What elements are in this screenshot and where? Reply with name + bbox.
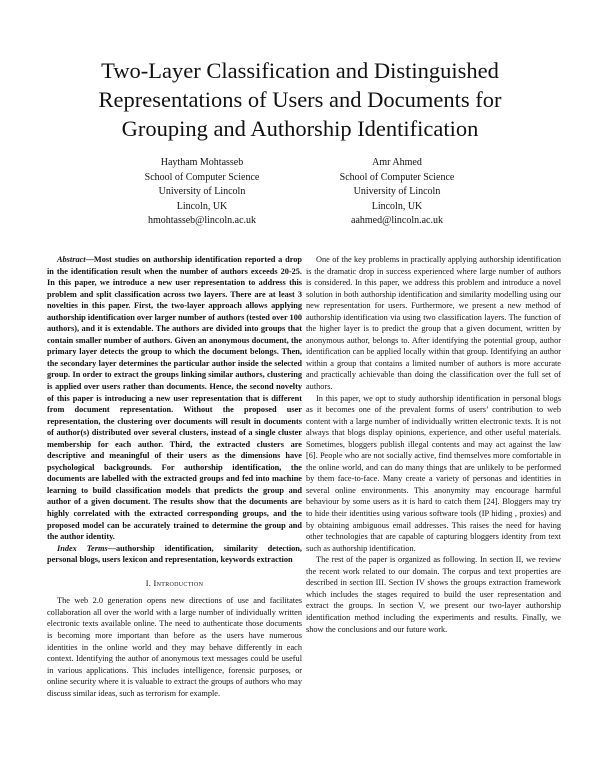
author-name: Haytham Mohtasseb bbox=[160, 157, 244, 168]
paper-title bbox=[40, 56, 560, 143]
section-number: I. bbox=[145, 578, 152, 588]
author-department: School of Computer Science bbox=[339, 171, 455, 183]
abstract-label: Abstract bbox=[57, 255, 86, 264]
abstract-text: —Most studies on authorship identification reported a drop in the identification result when the number of authors exceeds 20-25. In this paper, we introduce a new user representation to address this problem and split classification across two layers. There are at least 3 novelties in this paper. First, the two-layer approach allows applying authorship identification over larger number of authors (tested over 100 authors), and it is extendable. The authors are divided into groups that contain smaller number of authors. Given an anonymous document, the primary layer detects the group to which the document belongs. Then, the secondary layer determines the particular author inside the selected group. In order to extract the groups linking similar authors, clustering is applied over users rather than documents. Hence, the second novelty of this paper is introducing a new user representation that is different from document representation. Without the proposed user representation, the clustering over documents will result in documents of author(s) distributed over several clusters, instead of a single cluster membership for each author. Third, the extracted clusters are descriptive and meaningful of their users as the dimensions have psychological backgrounds. For authorship identification, the documents are labelled with the extracted groups and fed into machine learning to build classification models that predicts the group and author of a given document. The results show that the documents are highly correlated with the extracted corresponding groups, and the proposed model can be accurately trained to determine the group and the author identity. bbox=[47, 255, 302, 542]
author-block bbox=[112, 156, 292, 229]
left-column bbox=[47, 254, 302, 699]
body-paragraph: In this paper, we opt to study authorship identification in personal blogs as it becomes one of the prevalent forms of users’ contribution to web content with a large number of individually written electronic texts. It is not always that blogs display opinions, experience, and other useful materials. Sometimes, bloggers publish illegal contents and may act against the law [6]. People who are not socially active, find themselves more comfortable in the online world, and can do many things that are unlikely to be performed by them face-to-face. Many create a variety of personas and identities in several online environments. This anonymity may encourage harmful behaviour by some users as it is hard to catch them [24]. Bloggers may try to hide their identities using various software tools (IP hiding , proxies) and by obtaining ambiguous email addresses. This raises the need for having other technologies that are capable of capturing bloggers identity from text such as authorship identification. bbox=[306, 393, 561, 553]
title-line: Representations of Users and Documents for bbox=[98, 87, 502, 112]
author-university: University of Lincoln bbox=[158, 186, 246, 197]
index-terms-text: —authorship identification, similarity detection, personal blogs, users lexicon and representation, keywords extraction bbox=[47, 543, 302, 565]
author-location: Lincoln, UK bbox=[371, 200, 423, 212]
title-line: Two-Layer Classification and Distinguished bbox=[101, 58, 499, 83]
body-paragraph: The rest of the paper is organized as following. In section II, we review the recent work related to our domain. The corpus and text properties are described in section III. Section IV shows the groups extraction framework which includes the stages required to build the user representation and extract the groups. In section V, we present our two-layer authorship identification method including the experiments and results. Finally, we show the conclusions and our future work. bbox=[306, 555, 561, 634]
author-email: aahmed@lincoln.ac.uk bbox=[351, 215, 443, 226]
index-terms-label: Index Terms bbox=[57, 543, 108, 553]
section-title: Introduction bbox=[153, 578, 204, 588]
author-email: hmohtasseb@lincoln.ac.uk bbox=[147, 215, 257, 226]
author-block bbox=[307, 156, 487, 229]
body-paragraph: One of the key problems in practically applying authorship identification is the dramatic drop in success experienced where large number of authors is considered. In this paper, we address this problem and introduce a novel solution in both authorship identification and similarity modelling using our new representation for users. Furthermore, we present a new method of authorship identification via using two classification layers. The function of the higher layer is to predict the group that a given document, written by anonymous author, belongs to. After identifying the potential group, author identification can be applied locally within that group. Identifying an author within a group that contains a limited number of authors is more accurate and practically achievable than doing the classification over the full set of authors. bbox=[306, 255, 561, 392]
right-column bbox=[306, 254, 561, 635]
author-department: School of Computer Science bbox=[144, 171, 260, 183]
abstract bbox=[47, 254, 302, 543]
author-university: University of Lincoln bbox=[353, 186, 441, 197]
index-terms bbox=[47, 543, 302, 566]
title-line: Grouping and Authorship Identification bbox=[121, 116, 479, 141]
author-name: Amr Ahmed bbox=[372, 157, 422, 168]
body-paragraph: The web 2.0 generation opens new directions of use and facilitates collaboration all over the world with a large number of individually written electronic texts available online. The need to authenticate those documents is becoming more important than before as the users have numerous identities in the online world and they may behave differently in each context. Identifying the author of anonymous text messages could be useful in various applications. This includes intelligence, forensic purposes, or online security where it is valuable to extract the groups of authors who may discuss similar ideas, such as terrorism for example. bbox=[47, 596, 302, 698]
author-location: Lincoln, UK bbox=[176, 200, 228, 212]
section-heading bbox=[47, 578, 302, 590]
